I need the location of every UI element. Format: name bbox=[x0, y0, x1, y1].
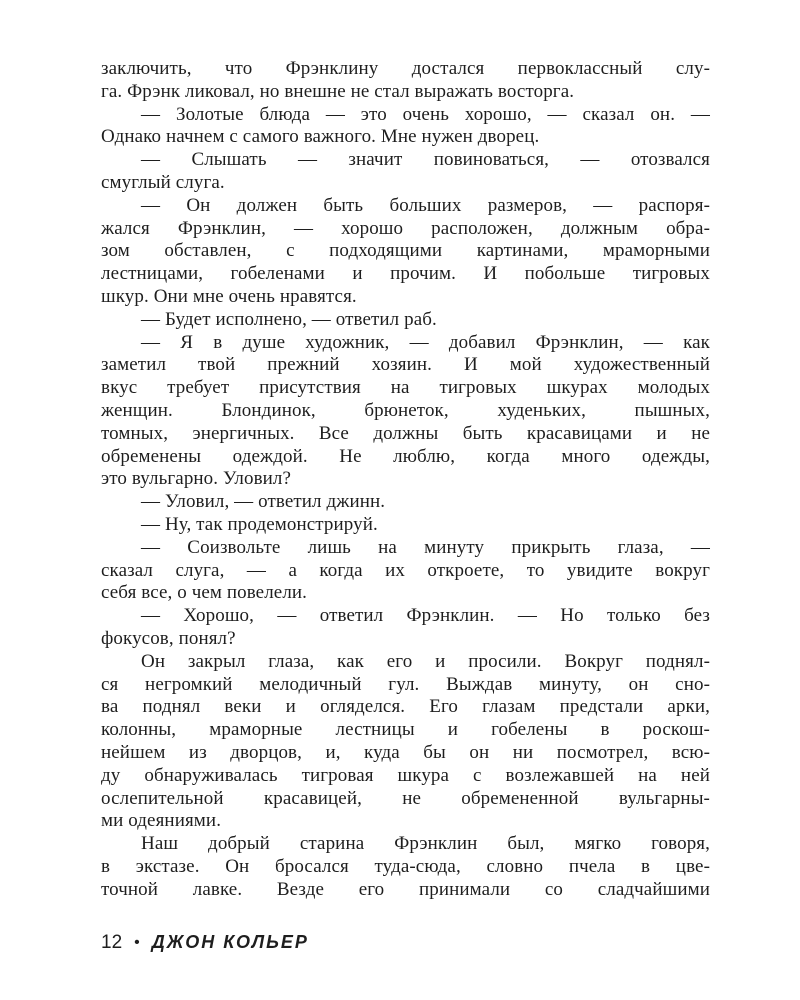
text-line: сказал слуга, — а когда их откроете, то увидите вокруг bbox=[101, 559, 710, 581]
book-page bbox=[101, 0, 710, 1000]
text-line: ослепительной красавицей, не обремененной вульгарны- bbox=[101, 787, 710, 809]
text-line: жался Фрэнклин, — хорошо расположен, должным обра- bbox=[101, 217, 710, 239]
text-line: — Соизвольте лишь на минуту прикрыть глаза, — bbox=[141, 536, 710, 558]
text-line: Наш добрый старина Фрэнклин был, мягко говоря, bbox=[141, 833, 710, 855]
text-line: Он закрыл глаза, как его и просили. Вокруг поднял- bbox=[141, 650, 710, 672]
text-line: ду обнаруживалась тигровая шкура с возлежавшей на ней bbox=[101, 764, 710, 786]
text-line: — Уловил, — ответил джинн. bbox=[141, 491, 386, 513]
text-line: — Он должен быть больших размеров, — распоря- bbox=[141, 194, 710, 216]
text-line: колонны, мраморные лестницы и гобелены в роскош- bbox=[101, 719, 710, 741]
text-line: это вульгарно. Уловил? bbox=[101, 468, 292, 490]
text-line: в экстазе. Он бросался туда-сюда, словно пчела в цве- bbox=[101, 855, 710, 877]
text-line: га. Фрэнк ликовал, но внешне не стал выражать восторга. bbox=[101, 80, 575, 102]
text-line: женщин. Блондинок, брюнеток, худеньких, пышных, bbox=[101, 399, 710, 421]
text-line: точной лавке. Везде его принимали со сладчайшими bbox=[101, 878, 710, 900]
text-line: — Золотые блюда — это очень хорошо, — сказал он. — bbox=[141, 103, 710, 125]
text-line: заметил твой прежний хозяин. И мой художественный bbox=[101, 354, 710, 376]
text-line: вкус требует присутствия на тигровых шкурах молодых bbox=[101, 377, 710, 399]
text-line: себя все, о чем повелели. bbox=[101, 582, 308, 604]
text-line: — Слышать — значит повиноваться, — отозвался bbox=[141, 149, 710, 171]
text-line: зом обставлен, с подходящими картинами, мраморными bbox=[101, 240, 710, 262]
text-line: Однако начнем с самого важного. Мне нужен дворец. bbox=[101, 126, 540, 148]
text-line: — Хорошо, — ответил Фрэнклин. — Но только без bbox=[141, 605, 710, 627]
text-line: — Будет исполнено, — ответил раб. bbox=[141, 308, 437, 330]
body-text bbox=[101, 58, 710, 901]
text-line: шкур. Они мне очень нравятся. bbox=[101, 285, 357, 307]
text-line: смуглый слуга. bbox=[101, 171, 225, 193]
text-line: ся негромкий мелодичный гул. Выждав минуту, он сно- bbox=[101, 673, 710, 695]
text-line: томных, энергичных. Все должны быть красавицами и не bbox=[101, 422, 710, 444]
text-line: нейшем из дворцов, и, куда бы он ни посмотрел, всю- bbox=[101, 741, 710, 763]
text-line: обременены одеждой. Не люблю, когда много одежды, bbox=[101, 445, 710, 467]
text-line: лестницами, гобеленами и прочим. И побольше тигровых bbox=[101, 263, 710, 285]
footer-separator: • bbox=[134, 934, 140, 951]
running-head-author: ДЖОН КОЛЬЕР bbox=[151, 932, 309, 952]
page-footer bbox=[101, 928, 309, 956]
text-line: ми одеяниями. bbox=[101, 810, 222, 832]
text-line: — Ну, так продемонстрируй. bbox=[141, 513, 378, 535]
text-line: ва поднял веки и огляделся. Его глазам предстали арки, bbox=[101, 696, 710, 718]
page-number: 12 bbox=[101, 932, 123, 953]
text-line: — Я в душе художник, — добавил Фрэнклин, — как bbox=[141, 331, 710, 353]
text-line: фокусов, понял? bbox=[101, 627, 236, 649]
text-line: заключить, что Фрэнклину достался первоклассный слу- bbox=[101, 58, 710, 79]
